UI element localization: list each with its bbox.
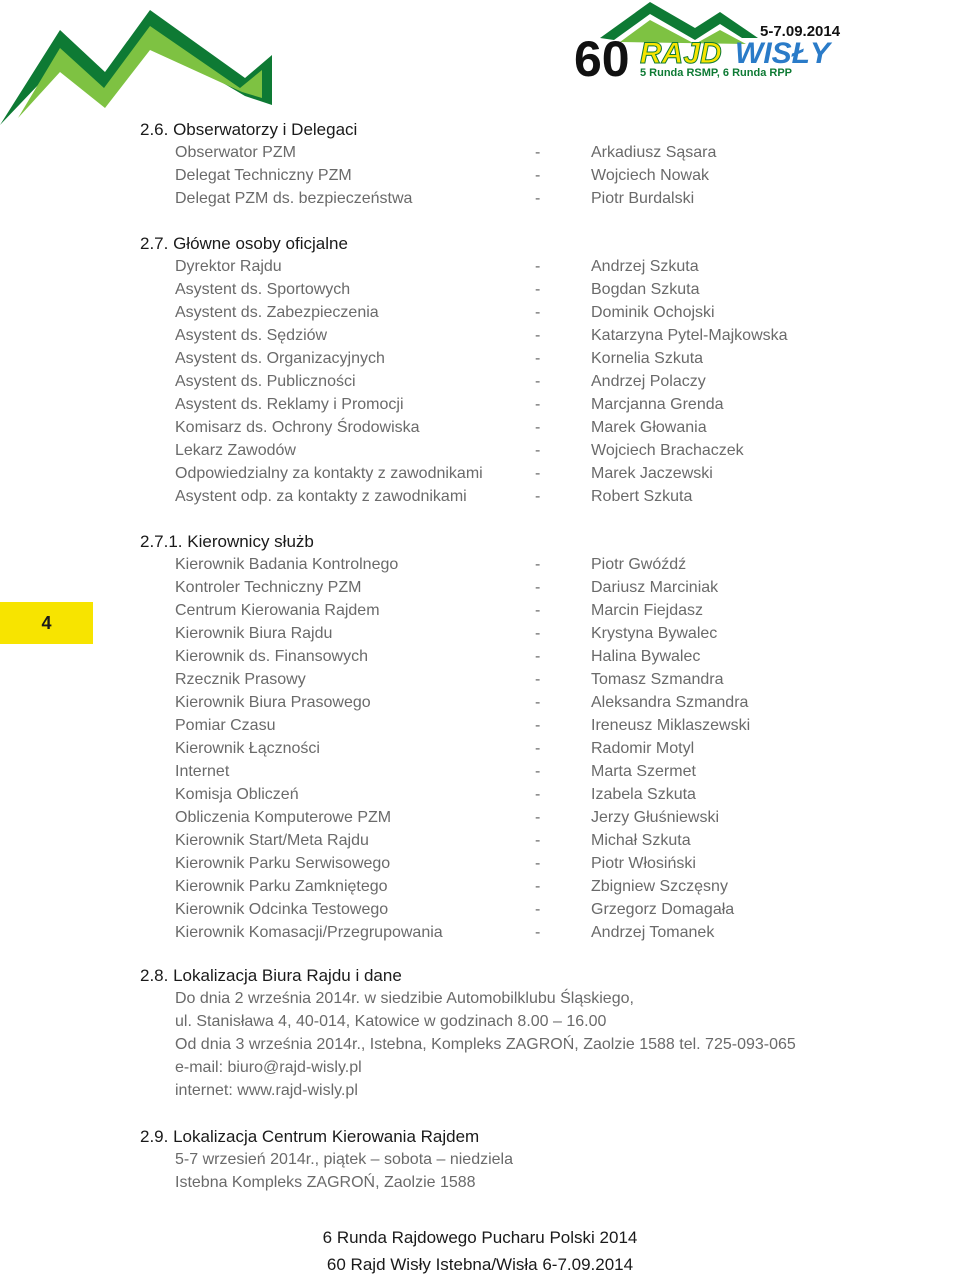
- role-label: Asystent odp. za kontakty z zawodnikami: [175, 488, 467, 505]
- dash: -: [535, 855, 541, 872]
- list-item: [140, 462, 713, 485]
- list-item: [140, 278, 700, 301]
- role-label: Dyrektor Rajdu: [175, 258, 282, 275]
- dash: -: [535, 556, 541, 573]
- info-line: ul. Stanisława 4, 40-014, Katowice w godzinach 8.00 – 16.00: [175, 1013, 607, 1030]
- list-item: [140, 668, 724, 691]
- dash: -: [535, 694, 541, 711]
- person-name: Kornelia Szkuta: [591, 350, 704, 367]
- list-item: [140, 599, 704, 622]
- section-heading: 2.9. Lokalizacja Centrum Kierowania Rajdem: [140, 1127, 480, 1146]
- person-name: Halina Bywalec: [591, 648, 701, 665]
- section-service-heads: [140, 530, 751, 944]
- dash: -: [535, 901, 541, 918]
- role-label: Kierownik Komasacji/Przegrupowania: [175, 924, 443, 941]
- person-name: Wojciech Brachaczek: [591, 442, 744, 459]
- dash: -: [535, 373, 541, 390]
- role-label: Rzecznik Prasowy: [175, 671, 306, 688]
- person-name: Grzegorz Domagała: [591, 901, 735, 918]
- role-label: Delegat Techniczny PZM: [175, 167, 352, 184]
- section-heading: 2.6. Obserwatorzy i Delegaci: [140, 120, 358, 139]
- person-name: Tomasz Szmandra: [591, 671, 724, 688]
- list-item: [140, 760, 696, 783]
- dash: -: [535, 190, 541, 207]
- section-control-center: [140, 1125, 513, 1194]
- role-label: Pomiar Czasu: [175, 717, 276, 734]
- role-label: Kierownik ds. Finansowych: [175, 648, 368, 665]
- list-item: [140, 347, 704, 370]
- dash: -: [535, 488, 541, 505]
- role-label: Kierownik Badania Kontrolnego: [175, 556, 399, 573]
- section-heading: 2.7. Główne osoby oficjalne: [140, 234, 348, 253]
- person-name: Wojciech Nowak: [591, 167, 709, 184]
- list-item: [140, 141, 717, 164]
- section-heading: 2.7.1. Kierownicy służb: [140, 532, 314, 551]
- person-name: Marcjanna Grenda: [591, 396, 724, 413]
- list-item: [140, 393, 724, 416]
- email-line[interactable]: e-mail: biuro@rajd-wisly.pl: [175, 1059, 362, 1076]
- role-label: Kierownik Parku Zamkniętego: [175, 878, 388, 895]
- rally-number: 60: [574, 31, 630, 87]
- list-item: [140, 852, 696, 875]
- list-item: [140, 875, 728, 898]
- dash: -: [535, 350, 541, 367]
- dash: -: [535, 648, 541, 665]
- role-label: Asystent ds. Reklamy i Promocji: [175, 396, 404, 413]
- list-item: [140, 553, 687, 576]
- person-name: Piotr Burdalski: [591, 190, 695, 207]
- dash: -: [535, 281, 541, 298]
- info-line: Do dnia 2 września 2014r. w siedzibie Automobilklubu Śląskiego,: [175, 990, 634, 1007]
- dash: -: [535, 832, 541, 849]
- role-label: Centrum Kierowania Rajdem: [175, 602, 380, 619]
- dash: -: [535, 602, 541, 619]
- dash: -: [535, 167, 541, 184]
- person-name: Marcin Fiejdasz: [591, 602, 704, 619]
- dash: -: [535, 809, 541, 826]
- person-name: Bogdan Szkuta: [591, 281, 700, 298]
- list-item: [140, 806, 720, 829]
- role-label: Internet: [175, 763, 230, 780]
- dash: -: [535, 878, 541, 895]
- list-item: [140, 485, 693, 508]
- role-label: Obliczenia Komputerowe PZM: [175, 809, 392, 826]
- list-item: [140, 324, 788, 347]
- dash: -: [535, 625, 541, 642]
- info-line: Od dnia 3 września 2014r., Istebna, Kompleks ZAGROŃ, Zaolzie 1588 tel. 725-093-065: [175, 1036, 796, 1053]
- dash: -: [535, 419, 541, 436]
- person-name: Michał Szkuta: [591, 832, 691, 849]
- dash: -: [535, 258, 541, 275]
- role-label: Asystent ds. Organizacyjnych: [175, 350, 385, 367]
- info-line: 5-7 wrzesień 2014r., piątek – sobota – niedziela: [175, 1151, 513, 1168]
- list-item: [140, 714, 751, 737]
- dash: -: [535, 671, 541, 688]
- role-label: Kierownik Biura Prasowego: [175, 694, 371, 711]
- dash: -: [535, 396, 541, 413]
- section-observers: [140, 118, 717, 210]
- person-name: Krystyna Bywalec: [591, 625, 718, 642]
- list-item: [140, 576, 719, 599]
- person-name: Piotr Gwóźdź: [591, 556, 687, 573]
- role-label: Kierownik Odcinka Testowego: [175, 901, 389, 918]
- list-item: [140, 255, 699, 278]
- page-number-badge: [0, 602, 93, 644]
- footer-line-2: 60 Rajd Wisły Istebna/Wisła 6-7.09.2014: [326, 1255, 634, 1274]
- person-name: Izabela Szkuta: [591, 786, 696, 803]
- list-item: [140, 829, 691, 852]
- person-name: Marek Głowania: [591, 419, 707, 436]
- person-name: Ireneusz Miklaszewski: [591, 717, 751, 734]
- dash: -: [535, 327, 541, 344]
- rally-word-rajd: RAJD: [640, 37, 722, 70]
- role-label: Asystent ds. Zabezpieczenia: [175, 304, 379, 321]
- dash: -: [535, 763, 541, 780]
- role-label: Komisarz ds. Ochrony Środowiska: [175, 419, 420, 436]
- list-item: [140, 439, 744, 462]
- rally-brand-logo: [510, 0, 960, 90]
- dash: -: [535, 717, 541, 734]
- person-name: Katarzyna Pytel-Majkowska: [591, 327, 788, 344]
- person-name: Robert Szkuta: [591, 488, 693, 505]
- role-label: Lekarz Zawodów: [175, 442, 296, 459]
- section-heading: 2.8. Lokalizacja Biura Rajdu i dane: [140, 966, 402, 985]
- list-item: [140, 416, 707, 439]
- role-label: Kontroler Techniczny PZM: [175, 579, 362, 596]
- dash: -: [535, 740, 541, 757]
- dash: -: [535, 579, 541, 596]
- role-label: Kierownik Łączności: [175, 740, 320, 757]
- role-label: Odpowiedzialny za kontakty z zawodnikami: [175, 465, 483, 482]
- list-item: [140, 301, 715, 324]
- person-name: Jerzy Głuśniewski: [591, 809, 720, 826]
- role-label: Asystent ds. Sportowych: [175, 281, 351, 298]
- list-item: [140, 691, 749, 714]
- person-name: Arkadiusz Sąsara: [591, 144, 717, 161]
- list-item: [140, 622, 718, 645]
- list-item: [140, 921, 715, 944]
- rally-word-wisly: WISŁY: [735, 37, 830, 70]
- role-label: Kierownik Parku Serwisowego: [175, 855, 391, 872]
- person-name: Andrzej Szkuta: [591, 258, 699, 275]
- role-label: Asystent ds. Publiczności: [175, 373, 356, 390]
- section-rally-office: [140, 964, 796, 1102]
- person-name: Radomir Motyl: [591, 740, 695, 757]
- list-item: [140, 645, 701, 668]
- list-item: [140, 187, 695, 210]
- dash: -: [535, 144, 541, 161]
- list-item: [140, 898, 735, 921]
- person-name: Dominik Ochojski: [591, 304, 715, 321]
- role-label: Obserwator PZM: [175, 144, 296, 161]
- info-line: Istebna Kompleks ZAGROŃ, Zaolzie 1588: [175, 1174, 476, 1191]
- section-officials: [140, 232, 788, 508]
- dash: -: [535, 442, 541, 459]
- website-line[interactable]: internet: www.rajd-wisly.pl: [175, 1082, 358, 1099]
- person-name: Marek Jaczewski: [591, 465, 713, 482]
- person-name: Piotr Włosiński: [591, 855, 696, 872]
- role-label: Komisja Obliczeń: [175, 786, 299, 803]
- person-name: Andrzej Polaczy: [591, 373, 706, 390]
- mountain-logo: [0, 0, 280, 125]
- page-number: 4: [41, 612, 52, 633]
- person-name: Aleksandra Szmandra: [591, 694, 749, 711]
- role-label: Asystent ds. Sędziów: [175, 327, 328, 344]
- role-label: Kierownik Biura Rajdu: [175, 625, 333, 642]
- role-label: Delegat PZM ds. bezpieczeństwa: [175, 190, 413, 207]
- person-name: Andrzej Tomanek: [591, 924, 715, 941]
- footer-line-1: 6 Runda Rajdowego Pucharu Polski 2014: [322, 1228, 638, 1247]
- dash: -: [535, 304, 541, 321]
- person-name: Dariusz Marciniak: [591, 579, 719, 596]
- dash: -: [535, 786, 541, 803]
- person-name: Marta Szermet: [591, 763, 696, 780]
- list-item: [140, 370, 706, 393]
- list-item: [140, 737, 695, 760]
- person-name: Zbigniew Szczęsny: [591, 878, 728, 895]
- dash: -: [535, 924, 541, 941]
- rally-subtitle: 5 Runda RSMP, 6 Runda RPP: [640, 67, 792, 79]
- rally-dates: 5-7.09.2014: [760, 23, 841, 40]
- role-label: Kierownik Start/Meta Rajdu: [175, 832, 369, 849]
- dash: -: [535, 465, 541, 482]
- list-item: [140, 164, 709, 187]
- list-item: [140, 783, 696, 806]
